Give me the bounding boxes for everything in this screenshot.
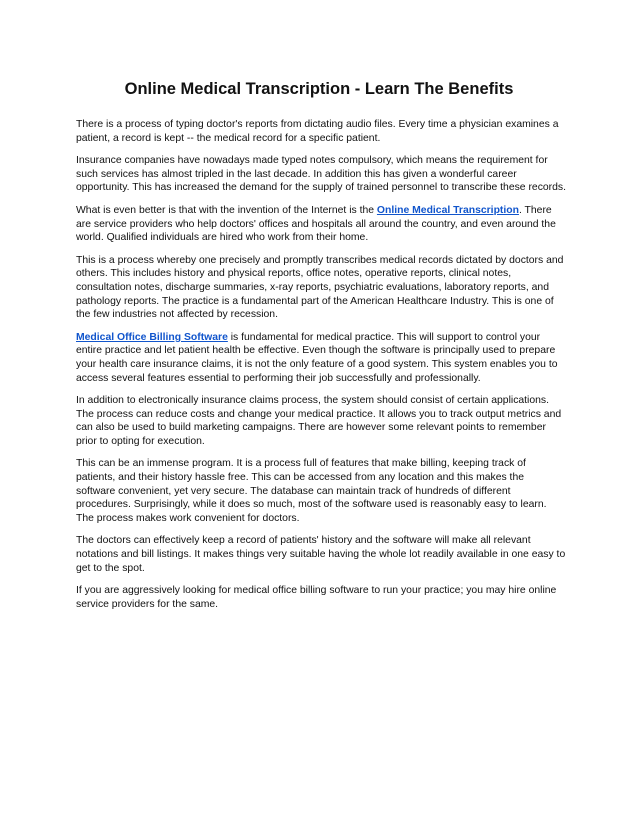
paragraph-9: If you are aggressively looking for medical office billing software to run your practice; you may hire online service providers for the same. xyxy=(76,585,557,610)
paragraph-1: There is a process of typing doctor's reports from dictating audio files. Every time a physician examines a patient, a record is kept -- the medical record for a specific patient. xyxy=(76,119,559,144)
paragraph-3 xyxy=(76,204,566,245)
paragraph-8: The doctors can effectively keep a record of patients' history and the software will make all relevant notations and bill listings. It makes things very suitable having the whole lot readily available in one easy to get to the spot. xyxy=(76,535,566,574)
document-body xyxy=(76,118,566,620)
paragraph-6: In addition to electronically insurance claims process, the system should consist of certain applications. The process can reduce costs and change your medical practice. It allows you to track output metrics and can also be used to build marketing campaigns. There are however some relevant points to remember prior to opting for execution. xyxy=(76,395,562,447)
paragraph-3-text-start: What is even better is that with the invention of the Internet is the xyxy=(76,204,377,216)
page-title: Online Medical Transcription - Learn The Benefits xyxy=(124,80,514,98)
paragraph-3-text-end: . There are service providers who help doctors' offices and hospitals all around the country, and even around the world. Qualified individuals are hired who work from their home. xyxy=(76,204,556,244)
paragraph-5 xyxy=(76,331,566,385)
online-medical-transcription-link[interactable]: Online Medical Transcription xyxy=(376,204,519,216)
paragraph-4: This is a process whereby one precisely and promptly transcribes medical records dictated by doctors and others. This includes history and physical reports, office notes, operative reports, clinical notes, consultation notes, discharge summaries, x-ray reports, psychiatric evaluations, laboratory reports, and pathology reports. The practice is a fundamental part of the American Healthcare Industry. This is one of the few industries not affected by recession. xyxy=(76,254,564,321)
paragraph-2: Insurance companies have nowadays made typed notes compulsory, which means the requirement for such services has almost tripled in the last decade. In addition this has given a wonderful career opportunity. This has increased the demand for the supply of trained personnel to transcribe these records. xyxy=(76,155,566,194)
paragraph-7: This can be an immense program. It is a process full of features that make billing, keeping track of patients, and their history hassle free. This can be accessed from any location and this makes the software convenient, yet very secure. The database can maintain track of hundreds of different procedures. Surprisingly, while it does so much, most of the software used is reasonably easy to learn. The process makes work convenient for doctors. xyxy=(76,458,547,524)
medical-office-billing-software-link[interactable]: Medical Office Billing Software xyxy=(76,331,228,343)
paragraph-5-text: is fundamental for medical practice. This will support to control your entire practice and let patient health be effective. Even though the software is principally used to prepare your health care insurance claims, it is not the only feature of a good system. This system enables you to access several features essential to performing their job successfully and professionally. xyxy=(76,331,558,384)
